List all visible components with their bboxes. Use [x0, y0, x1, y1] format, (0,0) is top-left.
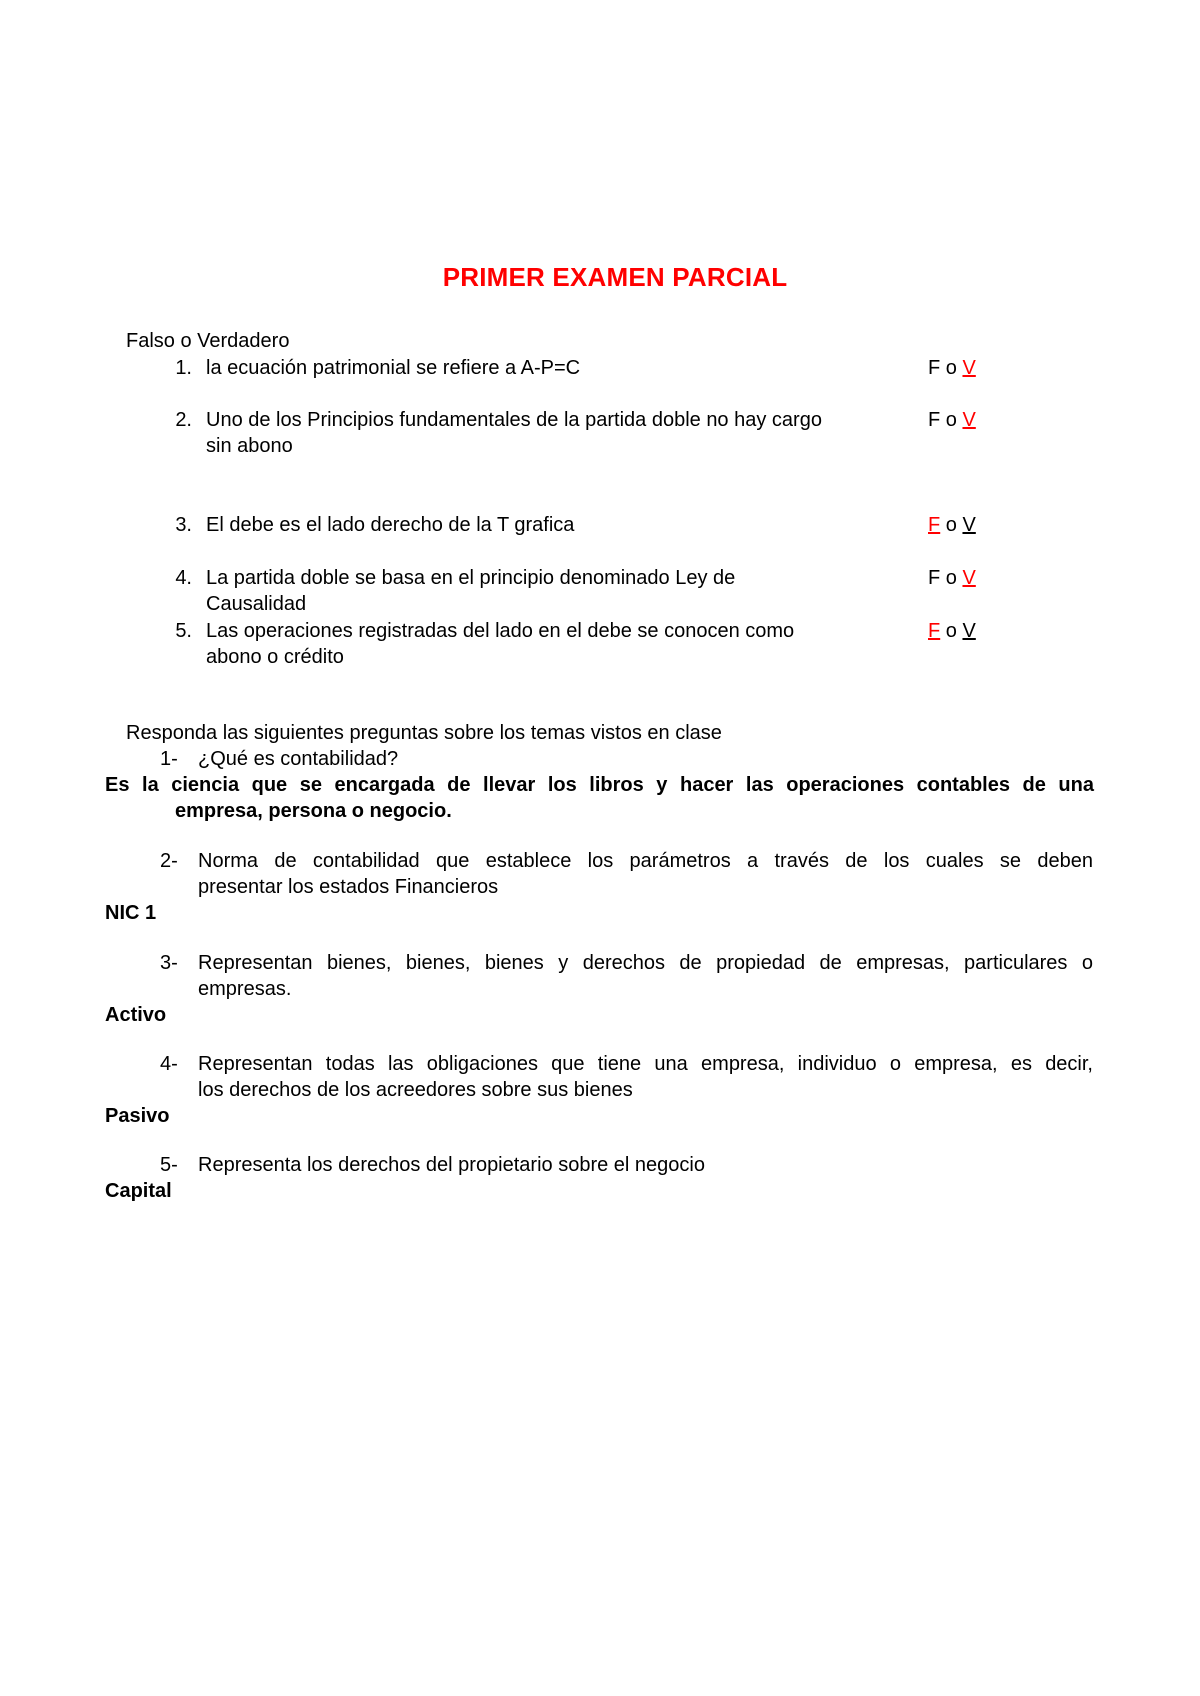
- answer-text: Es la ciencia que se encargada de llevar los libros y hacer las operaciones contables de una: [105, 774, 1094, 796]
- tf-statement: Las operaciones registradas del lado en el debe se conocen como: [206, 620, 795, 642]
- true-option-selected: V: [962, 567, 976, 589]
- tf-statement-cont: sin abono: [206, 435, 293, 457]
- false-option: F: [928, 409, 941, 431]
- false-option-selected: F: [928, 514, 941, 536]
- answer-text: NIC 1: [105, 902, 157, 924]
- answer-text: Pasivo: [105, 1105, 170, 1127]
- true-option-selected: V: [962, 409, 976, 431]
- false-option: F: [928, 567, 941, 589]
- answer-text: Capital: [105, 1180, 172, 1202]
- option-separator: o: [940, 357, 963, 379]
- tf-number: 1.: [175, 357, 192, 379]
- question-text: Representan todas las obligaciones que tiene una empresa, individuo o empresa, es decir,: [198, 1053, 1093, 1075]
- tf-statement-cont: abono o crédito: [206, 646, 344, 668]
- tf-number: 3.: [175, 514, 192, 536]
- tf-answer: [928, 355, 976, 381]
- true-option: V: [962, 620, 976, 642]
- tf-number: 5.: [175, 620, 192, 642]
- question-number: 5-: [160, 1154, 178, 1176]
- question-text-cont: los derechos de los acreedores sobre sus bienes: [198, 1079, 633, 1101]
- question-text: ¿Qué es contabilidad?: [198, 748, 399, 770]
- tf-statement: la ecuación patrimonial se refiere a A-P=C: [206, 357, 581, 379]
- true-option: V: [962, 514, 976, 536]
- question-text: Norma de contabilidad que establece los parámetros a través de los cuales se deben: [198, 850, 1093, 872]
- question-text: Representa los derechos del propietario sobre el negocio: [198, 1154, 705, 1176]
- tf-statement: Uno de los Principios fundamentales de la partida doble no hay cargo: [206, 409, 822, 431]
- tf-heading: Falso o Verdadero: [126, 330, 290, 352]
- question-number: 4-: [160, 1053, 178, 1075]
- tf-answer: [928, 565, 976, 591]
- tf-statement: El debe es el lado derecho de la T grafica: [206, 514, 575, 536]
- tf-statement-cont: Causalidad: [206, 593, 307, 615]
- false-option: F: [928, 357, 941, 379]
- question-number: 3-: [160, 952, 178, 974]
- true-option-selected: V: [962, 357, 976, 379]
- false-option-selected: F: [928, 620, 941, 642]
- question-number: 1-: [160, 748, 178, 770]
- tf-answer: [928, 618, 976, 644]
- tf-answer: [928, 407, 976, 433]
- qa-heading: Responda las siguientes preguntas sobre los temas vistos en clase: [126, 722, 722, 744]
- option-separator: o: [940, 620, 963, 642]
- answer-text-cont: empresa, persona o negocio.: [175, 800, 452, 822]
- page-title: PRIMER EXAMEN PARCIAL: [442, 262, 788, 292]
- option-separator: o: [940, 514, 963, 536]
- option-separator: o: [940, 567, 963, 589]
- question-text: Representan bienes, bienes, bienes y derechos de propiedad de empresas, particulares o: [198, 952, 1093, 974]
- question-number: 2-: [160, 850, 178, 872]
- option-separator: o: [940, 409, 963, 431]
- tf-number: 2.: [175, 409, 192, 431]
- tf-answer: [928, 512, 976, 538]
- tf-statement: La partida doble se basa en el principio denominado Ley de: [206, 567, 736, 589]
- answer-text: Activo: [105, 1004, 167, 1026]
- tf-number: 4.: [175, 567, 192, 589]
- question-text-cont: empresas.: [198, 978, 292, 1000]
- question-text-cont: presentar los estados Financieros: [198, 876, 499, 898]
